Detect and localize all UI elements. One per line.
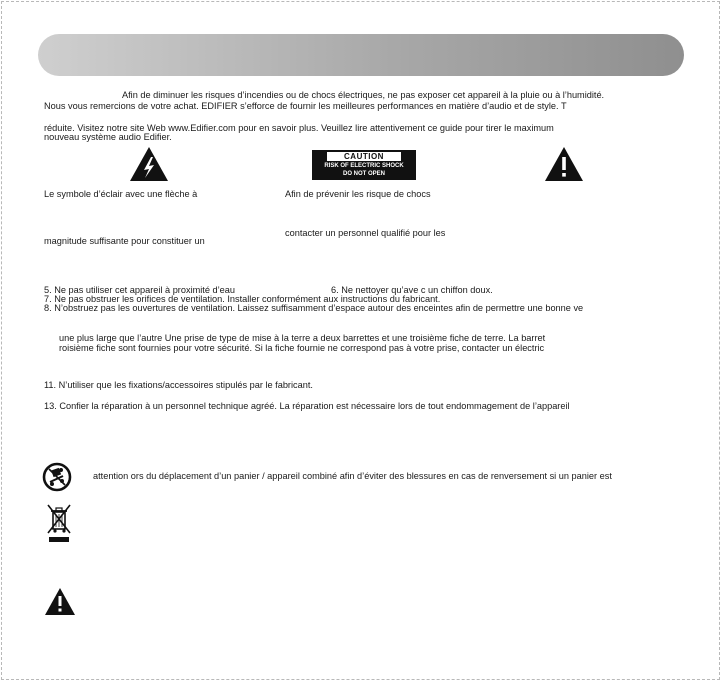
instruction-6: 6. Ne nettoyer qu’ave c un chiffon doux.: [331, 285, 493, 295]
caution-line-2: DO NOT OPEN: [342, 171, 385, 177]
magnitude-text: magnitude suffisante pour constituer un: [44, 236, 205, 246]
plug-text-2: roisième fiche sont fournies pour votre sécurité. Si la fiche fournie ne correspond pas à votre prise, contacter un électric: [59, 343, 545, 353]
instruction-7: 7. Ne pas obstruer les orifices de ventilation. Installer conformément aux instructions du fabricant.: [44, 294, 441, 304]
instruction-11: 11. N’utiliser que les fixations/accessoires stipulés par le fabricant.: [44, 380, 313, 390]
instruction-8: 8. N’obstruez pas les ouvertures de ventilation. Laissez suffisamment d’espace autour des enceintes afin de permettre une bonne ve: [44, 303, 584, 313]
header-bar: [38, 34, 684, 76]
prevent-shock-text: Afin de prévenir les risque de chocs: [285, 189, 431, 199]
intro-line-2: Nous vous remercions de votre achat. EDIFIER s’efforce de fournir les meilleures performances en matière d’audio et de style. T: [44, 101, 567, 111]
caution-label: [312, 150, 416, 180]
contact-personnel-text: contacter un personnel qualifié pour les: [285, 228, 446, 238]
cart-tip-over-icon: [42, 462, 72, 492]
general-warning-icon: [44, 587, 76, 616]
intro-line-1: Afin de diminuer les risques d’incendies ou de chocs électriques, ne pas exposer cet appareil à la pluie ou à l’humidité.: [122, 90, 605, 100]
lightning-warning-icon: [129, 146, 169, 182]
intro-line-3: réduite. Visitez notre site Web www.Edifier.com pour en savoir plus. Veuillez lire attentivement ce guide pour tirer le maximum: [44, 123, 554, 133]
instruction-13: 13. Confier la réparation à un personnel technique agréé. La réparation est nécessaire lors de tout endommagement de l’appareil: [44, 401, 570, 411]
instruction-5: 5. Ne pas utiliser cet appareil à proximité d’eau: [44, 285, 235, 295]
lightning-symbol-text: Le symbole d’éclair avec une flèche à: [44, 189, 198, 199]
cart-warning-text: attention ors du déplacement d’un panier / appareil combiné afin d’éviter des blessures en cas de renversement si un panier est: [93, 471, 612, 481]
caution-title: CAUTION: [327, 152, 401, 161]
weee-crossed-bin-icon: [44, 502, 74, 544]
intro-line-4: nouveau système audio Edifier.: [44, 132, 172, 142]
plug-text-1: une plus large que l’autre Une prise de type de mise à la terre a deux barrettes et une troisième fiche de terre. La barret: [59, 333, 546, 343]
caution-line-1: RISK OF ELECTRIC SHOCK: [324, 163, 404, 169]
exclamation-warning-icon: [544, 146, 584, 182]
